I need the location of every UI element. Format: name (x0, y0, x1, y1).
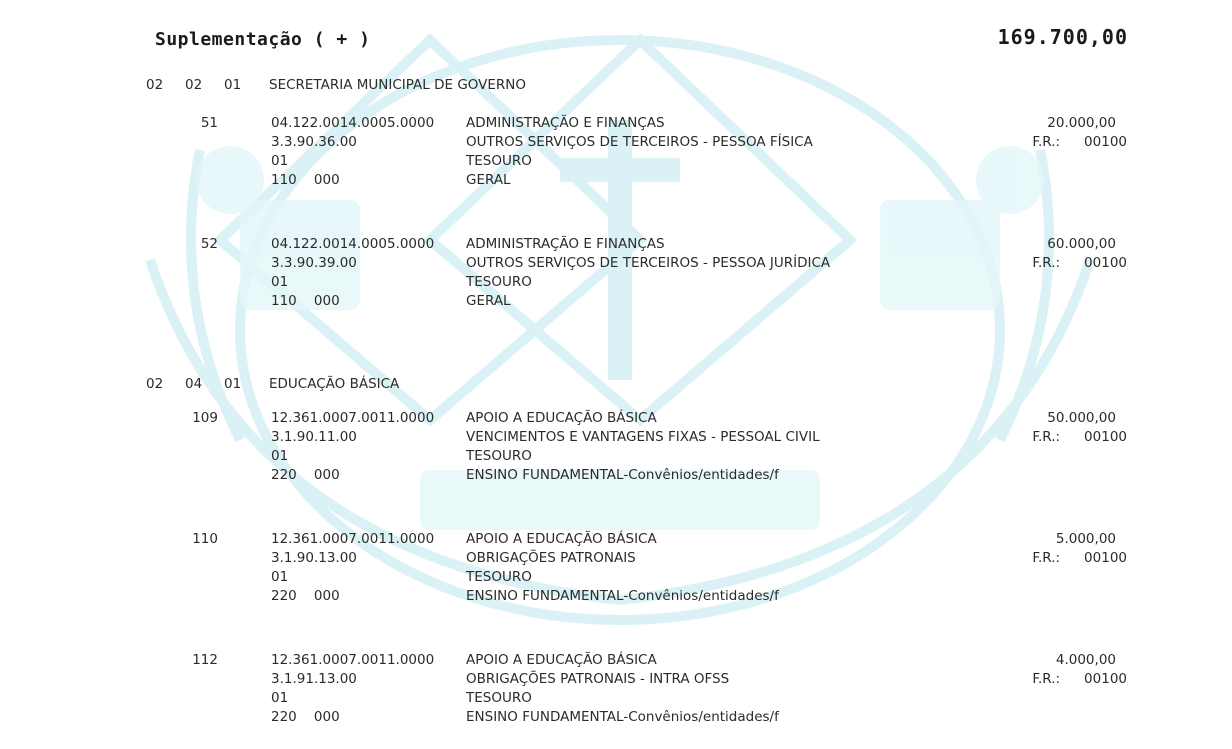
fr-code: 00100 (1084, 134, 1127, 150)
entry-descriptions (466, 235, 830, 311)
fr-label: F.R.: (1032, 429, 1061, 445)
section-code: 01 (224, 376, 242, 392)
entry-description-line: APOIO A EDUCAÇÃO BÁSICA (466, 652, 657, 668)
entry-number: 110 (192, 531, 218, 547)
entry-description-line: TESOURO (466, 569, 532, 585)
entry-code-line: 04.122.0014.0005.0000 (271, 236, 435, 252)
entry-descriptions (466, 651, 779, 727)
entry-code-line: 3.1.91.13.00 (271, 671, 357, 687)
entry-code-line: 01 (271, 153, 289, 169)
entry-description-line: TESOURO (466, 153, 532, 169)
entry-code-line: 12.361.0007.0011.0000 (271, 410, 435, 426)
entry-code-line: 12.361.0007.0011.0000 (271, 531, 435, 547)
entry-description-line: ADMINISTRAÇÃO E FINANÇAS (466, 115, 665, 131)
entry-code-line: 04.122.0014.0005.0000 (271, 115, 435, 131)
entry-code-line: 220 000 (271, 467, 340, 483)
entry-codes (271, 530, 434, 606)
entry-codes (271, 235, 434, 311)
entry-value: 4.000,00 (1055, 652, 1116, 668)
entry-fr (1032, 428, 1127, 447)
entry-value: 60.000,00 (1047, 236, 1116, 252)
section-code: 02 (185, 77, 203, 93)
section-name: EDUCAÇÃO BÁSICA (269, 376, 400, 392)
section-name: SECRETARIA MUNICIPAL DE GOVERNO (269, 77, 527, 93)
entry-description-line: ADMINISTRAÇÃO E FINANÇAS (466, 236, 665, 252)
entry-code-line: 12.361.0007.0011.0000 (271, 652, 435, 668)
entry-code-line: 3.3.90.36.00 (271, 134, 357, 150)
entry-fr (1032, 254, 1127, 273)
entry-description-line: ENSINO FUNDAMENTAL-Convênios/entidades/f (466, 467, 779, 483)
section-code: 02 (146, 77, 164, 93)
section-code: 01 (224, 77, 242, 93)
entry-number: 112 (192, 652, 218, 668)
entry-number: 51 (200, 115, 218, 131)
fr-code: 00100 (1084, 550, 1127, 566)
entry-description-line: GERAL (466, 172, 511, 188)
page-title: Suplementação ( + ) (155, 29, 371, 50)
entry-description-line: OBRIGAÇÕES PATRONAIS (466, 550, 636, 566)
entry-code-line: 3.1.90.11.00 (271, 429, 357, 445)
entry-code-line: 220 000 (271, 709, 340, 725)
entry-value: 5.000,00 (1055, 531, 1116, 547)
entry-fr (1032, 133, 1127, 152)
entry-code-line: 01 (271, 690, 289, 706)
fr-label: F.R.: (1032, 255, 1061, 271)
entry-code-line: 01 (271, 448, 289, 464)
entry-description-line: OUTROS SERVIÇOS DE TERCEIROS - PESSOA FÍSICA (466, 134, 813, 150)
entry-description-line: APOIO A EDUCAÇÃO BÁSICA (466, 531, 657, 547)
entry-value: 20.000,00 (1047, 115, 1116, 131)
section-code: 02 (146, 376, 164, 392)
fr-label: F.R.: (1032, 550, 1061, 566)
entry-code-line: 01 (271, 274, 289, 290)
entry-codes (271, 114, 434, 190)
entry-value: 50.000,00 (1047, 410, 1116, 426)
entry-description-line: TESOURO (466, 690, 532, 706)
entry-description-line: OUTROS SERVIÇOS DE TERCEIROS - PESSOA JURÍDICA (466, 255, 831, 271)
entry-code-line: 220 000 (271, 588, 340, 604)
entry-description-line: TESOURO (466, 448, 532, 464)
entry-description-line: ENSINO FUNDAMENTAL-Convênios/entidades/f (466, 588, 779, 604)
fr-label: F.R.: (1032, 134, 1061, 150)
entry-descriptions (466, 409, 820, 485)
entry-fr (1032, 549, 1127, 568)
entry-description-line: OBRIGAÇÕES PATRONAIS - INTRA OFSS (466, 671, 730, 687)
entry-number: 52 (200, 236, 218, 252)
fr-label: F.R.: (1032, 671, 1061, 687)
fr-code: 00100 (1084, 671, 1127, 687)
entry-description-line: ENSINO FUNDAMENTAL-Convênios/entidades/f (466, 709, 779, 725)
entry-code-line: 3.1.90.13.00 (271, 550, 357, 566)
entry-code-line: 110 000 (271, 293, 340, 309)
fr-code: 00100 (1084, 429, 1127, 445)
fr-code: 00100 (1084, 255, 1127, 271)
entry-fr (1032, 670, 1127, 689)
entry-descriptions (466, 530, 779, 606)
entry-description-line: GERAL (466, 293, 511, 309)
entry-description-line: TESOURO (466, 274, 532, 290)
entry-number: 109 (192, 410, 218, 426)
entry-code-line: 3.3.90.39.00 (271, 255, 357, 271)
entry-description-line: VENCIMENTOS E VANTAGENS FIXAS - PESSOAL CIVIL (466, 429, 820, 445)
entry-descriptions (466, 114, 813, 190)
entry-code-line: 110 000 (271, 172, 340, 188)
section-code: 04 (185, 376, 203, 392)
entry-codes (271, 651, 434, 727)
total-amount: 169.700,00 (997, 25, 1128, 49)
entry-codes (271, 409, 434, 485)
entry-code-line: 01 (271, 569, 289, 585)
entry-description-line: APOIO A EDUCAÇÃO BÁSICA (466, 410, 657, 426)
